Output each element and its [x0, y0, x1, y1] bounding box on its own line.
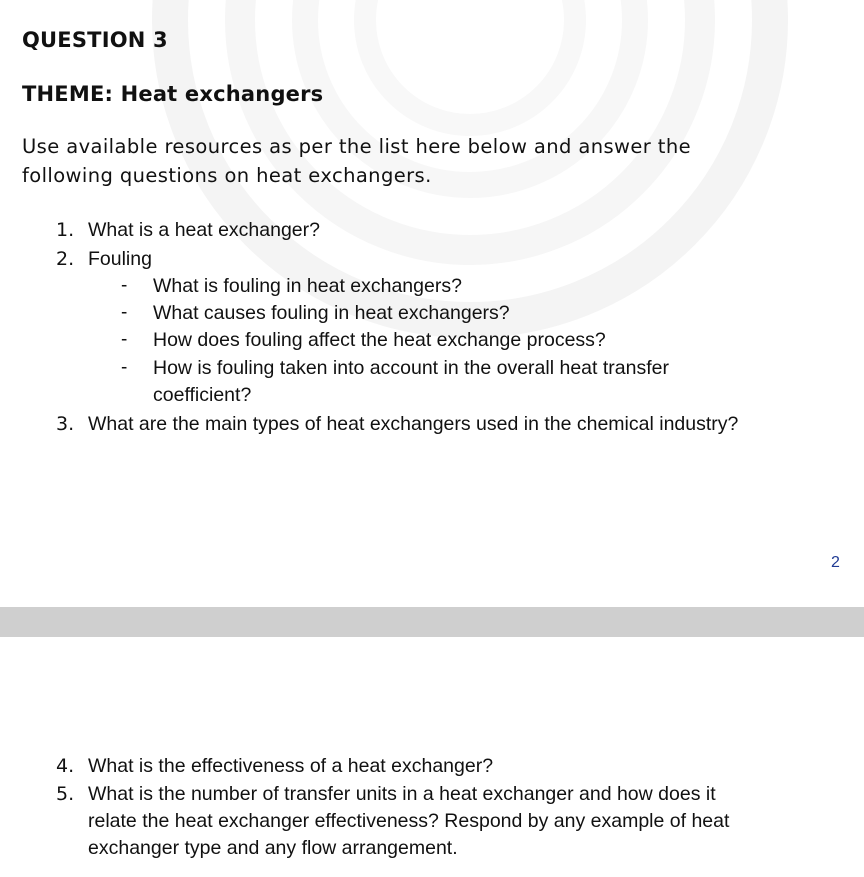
page-separator: [0, 607, 864, 637]
question-1: What is a heat exchanger?: [88, 219, 320, 241]
item-number: 2.: [56, 248, 75, 270]
intro-line-1: Use available resources as per the list here below and answer the: [22, 135, 692, 158]
theme-heading: THEME: Heat exchangers: [22, 82, 324, 106]
item-number: 5.: [56, 783, 75, 805]
question-3: What are the main types of heat exchangers used in the chemical industry?: [88, 413, 739, 435]
sub-bullet: -: [121, 329, 128, 350]
sub-question: What causes fouling in heat exchangers?: [153, 302, 510, 324]
item-number: 3.: [56, 413, 75, 435]
question-4: What is the effectiveness of a heat exchanger?: [88, 755, 494, 777]
sub-bullet: -: [121, 357, 128, 378]
sub-bullet: -: [121, 302, 128, 323]
question-5-line-3: exchanger type and any flow arrangement.: [88, 837, 458, 859]
question-2: Fouling: [88, 248, 152, 270]
sub-question-continuation: coefficient?: [153, 384, 252, 406]
item-number: 1.: [56, 219, 75, 241]
intro-line-2: following questions on heat exchangers.: [22, 164, 432, 187]
question-5-line-2: relate the heat exchanger effectiveness? Respond by any example of heat: [88, 810, 730, 832]
sub-question: How does fouling affect the heat exchange process?: [153, 329, 606, 351]
sub-question: How is fouling taken into account in the overall heat transfer: [153, 357, 669, 379]
sub-bullet: -: [121, 275, 128, 296]
question-5-line-1: What is the number of transfer units in a heat exchanger and how does it: [88, 783, 716, 805]
sub-question: What is fouling in heat exchangers?: [153, 275, 462, 297]
page-number: 2: [831, 554, 840, 571]
item-number: 4.: [56, 755, 75, 777]
question-title: QUESTION 3: [22, 28, 168, 52]
